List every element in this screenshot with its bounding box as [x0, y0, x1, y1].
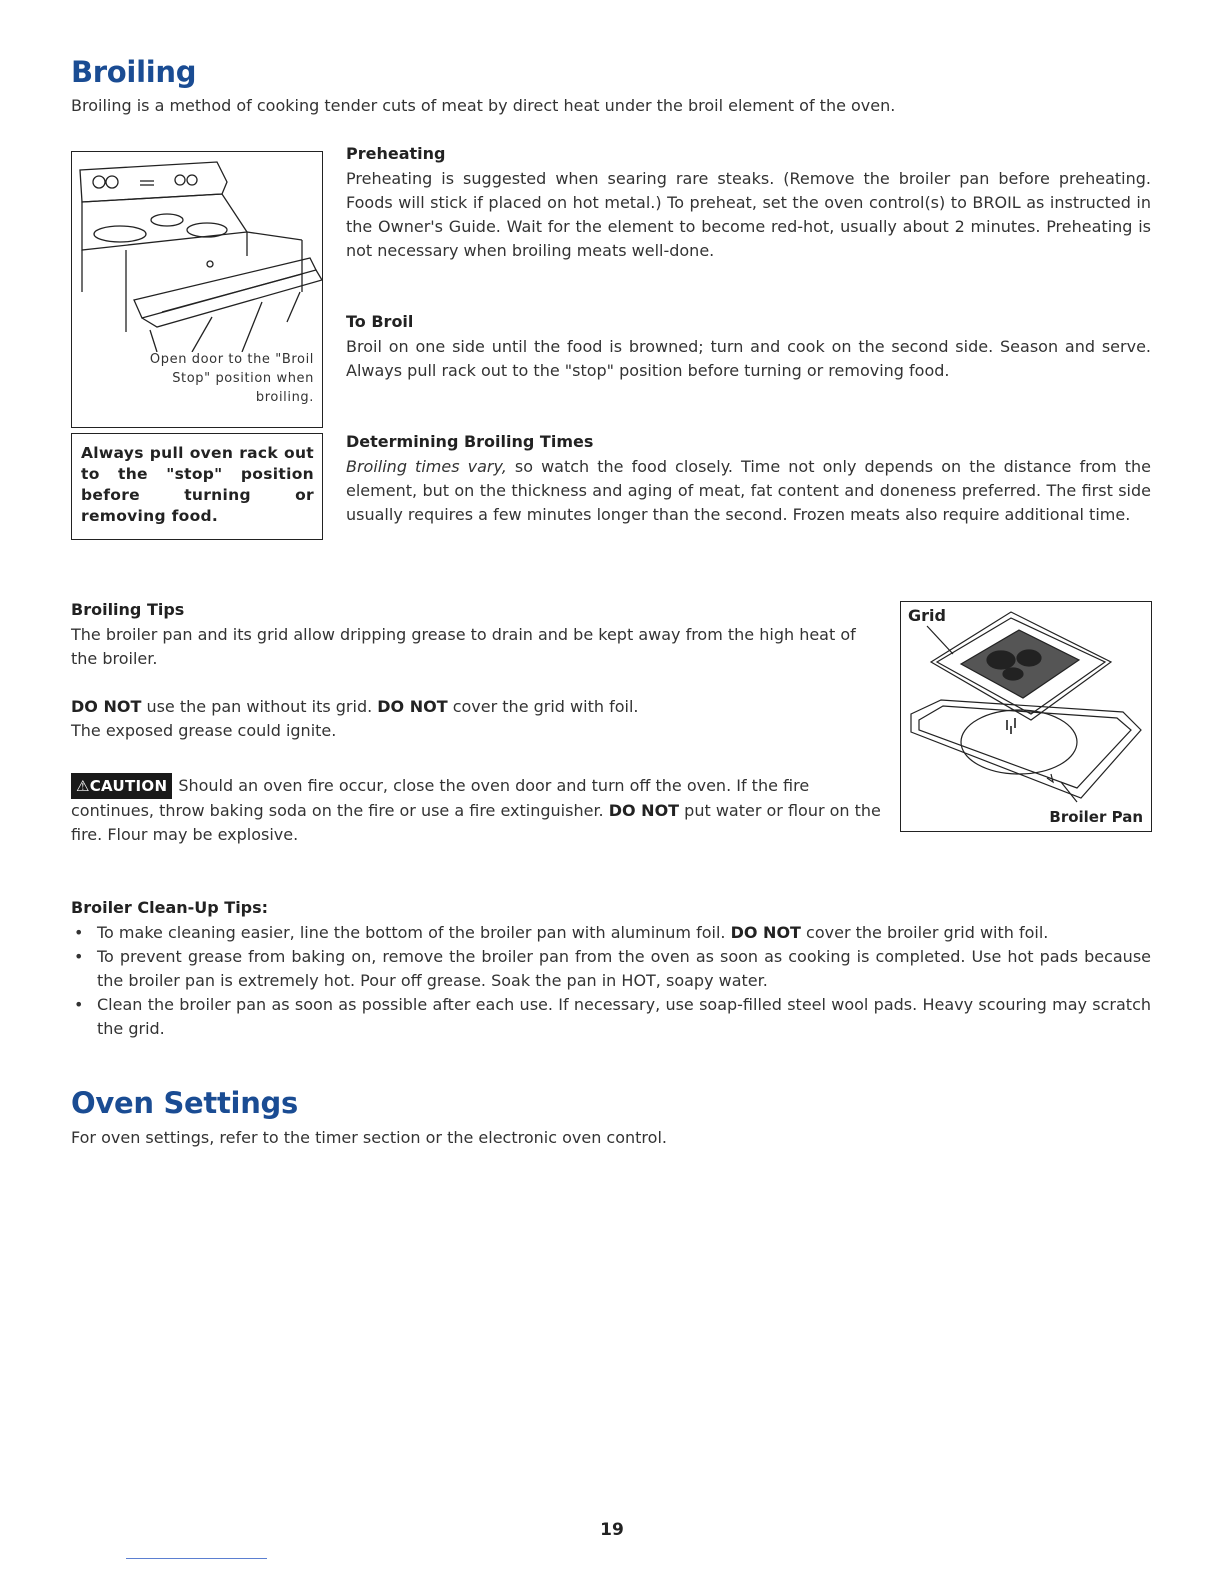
grid-warning-text-2: cover the grid with foil.	[447, 697, 639, 716]
caution-text-2: put water or flour on the fire. Flour may be explosive.	[71, 801, 881, 844]
broiling-tips-text: The broiler pan and its grid allow dripping grease to drain and be kept away from the high heat of the broiler.	[71, 625, 856, 668]
broiling-intro: Broiling is a method of cooking tender cuts of meat by direct heat under the broil element of the oven.	[71, 96, 896, 115]
caution-paragraph	[71, 773, 881, 847]
times-italic-lead: Broiling times vary,	[346, 457, 507, 476]
range-illustration	[72, 152, 322, 352]
caution-text-1: Should an oven fire occur, close the oven door and turn off the oven. If the fire continues, throw baking soda on the fire or use a fire extinguisher.	[71, 776, 810, 820]
to-broil-heading: To Broil	[346, 312, 414, 331]
times-body: so watch the food closely. Time not only depends on the distance from the element, but on the thickness and aging of meat, fat content and doneness preferred. The first side usually requires a few minutes longer than the second. Frozen meats also require additional time.	[346, 457, 1152, 524]
rack-note: Always pull oven rack out to the "stop" position before turning or removing food.	[81, 444, 314, 525]
to-broil-text: Broil on one side until the food is browned; turn and cook on the second side. Season and serve. Always pull rack out to the "stop" position before turning or removing food.	[346, 337, 1151, 380]
do-not-label: DO NOT	[377, 697, 448, 716]
broiling-title: Broiling	[71, 55, 197, 89]
oven-settings-title: Oven Settings	[71, 1086, 298, 1120]
do-not-label: DO NOT	[71, 697, 142, 716]
preheating-heading: Preheating	[346, 144, 446, 163]
cleanup-item	[71, 945, 1151, 993]
footer-rule	[126, 1558, 267, 1559]
do-not-label: DO NOT	[608, 801, 680, 820]
bullet: •	[74, 995, 84, 1014]
cleanup-item-text: To prevent grease from baking on, remove the broiler pan from the oven as soon as cooking is completed. Use hot pads because the broiler pan is extremely hot. Pour off grease. Soak the pan in HOT, soapy water.	[97, 947, 1151, 990]
figure-caption: Open door to the "Broil Stop" position when broiling.	[149, 352, 314, 405]
page-number: 19	[600, 1520, 624, 1540]
caution-badge: ⚠CAUTION	[71, 773, 172, 799]
broiler-pan-illustration	[901, 602, 1151, 831]
bullet: •	[74, 947, 84, 966]
cleanup-item	[71, 921, 1151, 945]
rack-note-box	[71, 433, 323, 540]
cleanup-item	[71, 993, 1151, 1041]
cleanup-item-text: To make cleaning easier, line the bottom of the broiler pan with aluminum foil.	[97, 923, 731, 942]
cleanup-item-text: Clean the broiler pan as soon as possible after each use. If necessary, use soap-filled steel wool pads. Heavy scouring may scratch the grid.	[97, 995, 1151, 1038]
times-heading: Determining Broiling Times	[346, 432, 594, 451]
oven-door-figure	[71, 151, 323, 428]
times-text	[346, 455, 1151, 527]
grid-warning	[71, 695, 881, 719]
preheating-text: Preheating is suggested when searing rare steaks. (Remove the broiler pan before preheating. Foods will stick if placed on hot metal.) To preheat, set the oven control(s) to BROIL as instructed in the Owner's Guide. Wait for the element to become red-hot, usually about 2 minutes. Preheating is not necessary when broiling meats well-done.	[346, 169, 1151, 260]
cleanup-item-text: cover the broiler grid with foil.	[800, 923, 1049, 942]
cleanup-heading: Broiler Clean-Up Tips:	[71, 898, 269, 917]
oven-settings-text: For oven settings, refer to the timer section or the electronic oven control.	[71, 1128, 667, 1147]
broiler-pan-figure	[900, 601, 1152, 832]
grid-warning-text-1: use the pan without its grid.	[141, 697, 378, 716]
broiler-pan-label: Broiler Pan	[1049, 808, 1143, 826]
broiling-tips-heading: Broiling Tips	[71, 600, 185, 619]
bullet: •	[74, 923, 84, 942]
do-not-label: DO NOT	[730, 923, 801, 942]
cleanup-list	[71, 921, 1151, 1041]
grease-warning: The exposed grease could ignite.	[71, 721, 337, 740]
grid-label: Grid	[908, 606, 946, 625]
